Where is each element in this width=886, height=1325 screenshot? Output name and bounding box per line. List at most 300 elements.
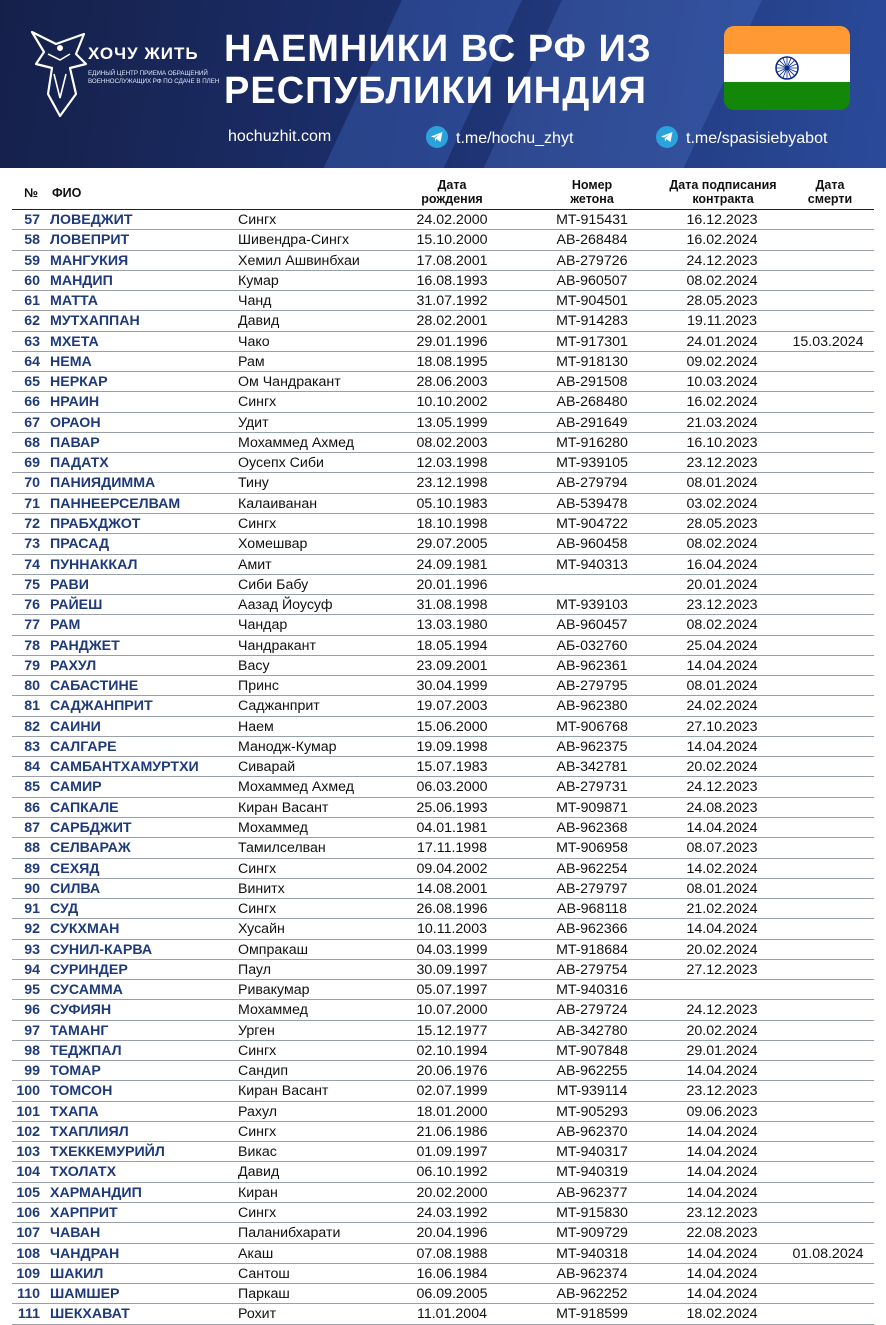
row-number: 72 bbox=[24, 515, 40, 532]
row-number: 59 bbox=[24, 252, 40, 269]
row-number: 62 bbox=[24, 313, 40, 330]
row-token-number: MT-905293 bbox=[556, 1103, 628, 1120]
table-row bbox=[12, 717, 874, 737]
row-contract-date: 14.04.2024 bbox=[686, 738, 758, 755]
row-number: 106 bbox=[16, 1205, 40, 1222]
row-token-number: AB-279795 bbox=[556, 678, 628, 695]
table-row bbox=[12, 838, 874, 858]
row-birth-date: 21.06.1986 bbox=[416, 1123, 488, 1140]
row-surname: МУТХАППАН bbox=[50, 313, 140, 330]
row-surname: ШЕКХАВАТ bbox=[50, 1306, 130, 1323]
row-token-number: AB-962377 bbox=[556, 1184, 628, 1201]
row-given-name: Паланибхарати bbox=[238, 1225, 341, 1242]
row-contract-date: 08.01.2024 bbox=[686, 475, 758, 492]
row-given-name: Кумар bbox=[238, 272, 279, 289]
row-given-name: Наем bbox=[238, 718, 274, 735]
row-birth-date: 17.08.2001 bbox=[416, 252, 488, 269]
row-number: 81 bbox=[24, 698, 40, 715]
table-row bbox=[12, 1223, 874, 1243]
row-number: 84 bbox=[24, 759, 40, 776]
row-number: 97 bbox=[24, 1022, 40, 1039]
row-given-name: Киран Васант bbox=[238, 799, 329, 816]
table-row bbox=[12, 433, 874, 453]
row-contract-date: 23.12.2023 bbox=[686, 1083, 758, 1100]
row-surname: НЕРКАР bbox=[50, 374, 108, 391]
row-token-number: AB-268484 bbox=[556, 232, 628, 249]
row-number: 89 bbox=[24, 860, 40, 877]
row-contract-date: 14.02.2024 bbox=[686, 860, 758, 877]
header-contract: Дата подписания контракта bbox=[669, 178, 777, 206]
row-surname: РАНДЖЕТ bbox=[50, 637, 120, 654]
table-row bbox=[12, 1264, 874, 1284]
row-given-name: Сиварай bbox=[238, 759, 296, 776]
telegram-link-1-text: t.me/hochu_zhyt bbox=[456, 130, 574, 148]
table-row bbox=[12, 1203, 874, 1223]
row-surname: ТХЕККЕМУРИЙЛ bbox=[50, 1144, 165, 1161]
row-given-name: Сингх bbox=[238, 1205, 277, 1222]
row-token-number: AB-962252 bbox=[556, 1286, 628, 1303]
row-contract-date: 20.01.2024 bbox=[686, 576, 758, 593]
row-contract-date: 28.05.2023 bbox=[686, 293, 758, 310]
row-number: 76 bbox=[24, 597, 40, 614]
row-contract-date: 29.01.2024 bbox=[686, 1042, 758, 1059]
row-surname: ПРАСАД bbox=[50, 536, 110, 553]
row-surname: ШАМШЕР bbox=[50, 1286, 120, 1303]
row-surname: САМИР bbox=[50, 779, 102, 796]
row-birth-date: 10.11.2003 bbox=[417, 921, 487, 938]
row-token-number: AB-342780 bbox=[556, 1022, 628, 1039]
row-token-number: AB-962255 bbox=[556, 1063, 628, 1080]
row-birth-date: 17.11.1998 bbox=[417, 840, 487, 857]
row-number: 66 bbox=[24, 394, 40, 411]
row-given-name: Рахул bbox=[238, 1103, 278, 1120]
row-surname: САМБАНТХАМУРТХИ bbox=[50, 759, 199, 776]
row-birth-date: 05.10.1983 bbox=[416, 495, 488, 512]
row-number: 71 bbox=[24, 495, 40, 512]
row-contract-date: 24.12.2023 bbox=[686, 252, 758, 269]
row-surname: САПКАЛЕ bbox=[50, 799, 119, 816]
header-num: № bbox=[24, 186, 38, 200]
telegram-link-2-text: t.me/spasisiebyabot bbox=[686, 130, 828, 148]
row-given-name: Сандип bbox=[238, 1063, 289, 1080]
row-given-name: Винитх bbox=[238, 880, 285, 897]
page-title bbox=[224, 28, 652, 112]
row-given-name: Сиби Бабу bbox=[238, 576, 309, 593]
row-number: 91 bbox=[24, 901, 40, 918]
row-token-number: MT-940313 bbox=[556, 556, 628, 573]
table-row bbox=[12, 696, 874, 716]
table-row bbox=[12, 1000, 874, 1020]
row-surname: ПАНИЯДИММА bbox=[50, 475, 156, 492]
row-number: 68 bbox=[24, 434, 40, 451]
row-given-name: Рам bbox=[238, 353, 265, 370]
row-surname: САРБДЖИТ bbox=[50, 819, 132, 836]
row-birth-date: 09.04.2002 bbox=[416, 860, 488, 877]
title-line-2: РЕСПУБЛИКИ ИНДИЯ bbox=[224, 70, 647, 112]
row-surname: РАХУЛ bbox=[50, 657, 97, 674]
row-surname: САБАСТИНЕ bbox=[50, 678, 139, 695]
table-row bbox=[12, 818, 874, 838]
row-contract-date: 09.06.2023 bbox=[686, 1103, 758, 1120]
row-token-number: AB-962366 bbox=[556, 921, 628, 938]
row-surname: СЕХЯД bbox=[50, 860, 100, 877]
row-contract-date: 24.08.2023 bbox=[686, 799, 758, 816]
row-given-name: Давид bbox=[238, 313, 280, 330]
table-row bbox=[12, 1183, 874, 1203]
row-token-number: MT-907848 bbox=[556, 1042, 628, 1059]
row-birth-date: 04.01.1981 bbox=[416, 819, 488, 836]
row-contract-date: 14.04.2024 bbox=[686, 1265, 758, 1282]
row-token-number: MT-904722 bbox=[556, 515, 628, 532]
row-given-name: Чандар bbox=[238, 617, 288, 634]
row-birth-date: 18.10.1998 bbox=[416, 515, 488, 532]
table-row bbox=[12, 494, 874, 514]
row-surname: СИЛВА bbox=[50, 880, 101, 897]
row-contract-date: 18.02.2024 bbox=[686, 1306, 758, 1323]
row-given-name: Урген bbox=[238, 1022, 275, 1039]
row-token-number: AB-291508 bbox=[556, 374, 628, 391]
row-birth-date: 26.08.1996 bbox=[416, 901, 488, 918]
table-row bbox=[12, 311, 874, 331]
row-contract-date: 24.02.2024 bbox=[686, 698, 758, 715]
row-token-number: MT-940316 bbox=[556, 982, 628, 999]
row-birth-date: 16.06.1984 bbox=[416, 1265, 488, 1282]
row-given-name: Принс bbox=[238, 678, 279, 695]
row-contract-date: 14.04.2024 bbox=[686, 1164, 758, 1181]
row-birth-date: 24.02.2000 bbox=[416, 212, 488, 228]
row-birth-date: 15.06.2000 bbox=[416, 718, 488, 735]
row-number: 92 bbox=[24, 921, 40, 938]
row-contract-date: 09.02.2024 bbox=[686, 353, 758, 370]
row-token-number: AB-960458 bbox=[556, 536, 628, 553]
flag-green-band bbox=[724, 82, 850, 110]
row-birth-date: 06.09.2005 bbox=[416, 1286, 488, 1303]
row-given-name: Мохаммед bbox=[238, 1002, 308, 1019]
table-row bbox=[12, 1142, 874, 1162]
row-token-number: MT-940318 bbox=[556, 1245, 628, 1262]
row-contract-date: 08.01.2024 bbox=[686, 880, 758, 897]
row-given-name: Сантош bbox=[238, 1265, 290, 1282]
row-given-name: Аазад Йоусуф bbox=[238, 597, 333, 614]
row-token-number: MT-914283 bbox=[556, 313, 628, 330]
row-token-number: MT-917301 bbox=[556, 333, 628, 350]
row-surname: ОРАОН bbox=[50, 414, 101, 431]
row-given-name: Хемил Ашвинбхаи bbox=[238, 252, 360, 269]
row-number: 57 bbox=[24, 212, 40, 228]
row-number: 107 bbox=[16, 1225, 40, 1242]
row-surname: ТХАПА bbox=[50, 1103, 99, 1120]
row-given-name: Мохаммед bbox=[238, 819, 308, 836]
row-contract-date: 20.02.2024 bbox=[686, 941, 758, 958]
row-birth-date: 16.08.1993 bbox=[416, 272, 488, 289]
telegram-icon bbox=[426, 126, 448, 148]
row-number: 70 bbox=[24, 475, 40, 492]
row-number: 63 bbox=[24, 333, 40, 350]
table-row bbox=[12, 919, 874, 939]
row-number: 83 bbox=[24, 738, 40, 755]
row-given-name: Киран Васант bbox=[238, 1083, 329, 1100]
brand-name: ХОЧУ ЖИТЬ bbox=[88, 44, 199, 63]
table-row bbox=[12, 757, 874, 777]
row-number: 67 bbox=[24, 414, 40, 431]
row-birth-date: 25.06.1993 bbox=[416, 799, 488, 816]
table-row bbox=[12, 210, 874, 230]
row-number: 75 bbox=[24, 576, 40, 593]
row-contract-date: 27.10.2023 bbox=[686, 718, 758, 735]
row-token-number: MT-916280 bbox=[556, 434, 628, 451]
row-token-number: MT-940317 bbox=[556, 1144, 628, 1161]
row-surname: ТХОЛАТХ bbox=[50, 1164, 117, 1181]
row-token-number: AB-962254 bbox=[556, 860, 628, 877]
row-birth-date: 29.07.2005 bbox=[416, 536, 488, 553]
row-surname: МХЕТА bbox=[50, 333, 99, 350]
row-birth-date: 13.05.1999 bbox=[416, 414, 488, 431]
row-given-name: Паул bbox=[238, 961, 271, 978]
row-given-name: Амит bbox=[238, 556, 272, 573]
row-birth-date: 02.07.1999 bbox=[416, 1083, 488, 1100]
header-banner bbox=[0, 0, 886, 168]
row-token-number: MT-939114 bbox=[556, 1083, 628, 1100]
row-token-number: AB-962368 bbox=[556, 819, 628, 836]
row-number: 90 bbox=[24, 880, 40, 897]
row-birth-date: 13.03.1980 bbox=[416, 617, 488, 634]
row-number: 58 bbox=[24, 232, 40, 249]
table-row bbox=[12, 392, 874, 412]
row-contract-date: 14.04.2024 bbox=[686, 657, 758, 674]
table-row bbox=[12, 514, 874, 534]
row-given-name: Оусепх Сиби bbox=[238, 455, 324, 472]
row-birth-date: 20.04.1996 bbox=[416, 1225, 488, 1242]
row-token-number: AB-962380 bbox=[556, 698, 628, 715]
row-number: 85 bbox=[24, 779, 40, 796]
row-number: 108 bbox=[16, 1245, 40, 1262]
row-number: 111 bbox=[17, 1306, 40, 1323]
row-number: 87 bbox=[24, 819, 40, 836]
row-birth-date: 19.09.1998 bbox=[416, 738, 488, 755]
row-birth-date: 23.12.1998 bbox=[416, 475, 488, 492]
row-birth-date: 10.07.2000 bbox=[416, 1002, 488, 1019]
table-row bbox=[12, 595, 874, 615]
row-number: 77 bbox=[24, 617, 40, 634]
row-surname: ЧАВАН bbox=[50, 1225, 101, 1242]
bird-emblem-icon bbox=[26, 24, 90, 124]
row-contract-date: 08.01.2024 bbox=[686, 678, 758, 695]
row-contract-date: 20.02.2024 bbox=[686, 759, 758, 776]
row-contract-date: 14.04.2024 bbox=[686, 1245, 758, 1262]
row-surname: САДЖАНПРИТ bbox=[50, 698, 153, 715]
row-birth-date: 10.10.2002 bbox=[416, 394, 488, 411]
table-row bbox=[12, 555, 874, 575]
row-surname: САИНИ bbox=[50, 718, 101, 735]
row-birth-date: 24.03.1992 bbox=[416, 1205, 488, 1222]
row-birth-date: 15.07.1983 bbox=[416, 759, 488, 776]
row-surname: ТЕДЖПАЛ bbox=[50, 1042, 122, 1059]
table-row bbox=[12, 332, 874, 352]
row-given-name: Киран bbox=[238, 1184, 278, 1201]
row-given-name: Мохаммед Ахмед bbox=[238, 434, 355, 451]
row-number: 105 bbox=[16, 1184, 40, 1201]
row-birth-date: 19.07.2003 bbox=[416, 698, 488, 715]
row-given-name: Сингх bbox=[238, 860, 277, 877]
row-surname: ТХАПЛИЯЛ bbox=[50, 1123, 129, 1140]
row-surname: НРАИН bbox=[50, 394, 100, 411]
row-given-name: Давид bbox=[238, 1164, 280, 1181]
row-contract-date: 16.02.2024 bbox=[686, 394, 758, 411]
row-token-number: MT-918130 bbox=[556, 353, 628, 370]
row-token-number: AB-279797 bbox=[556, 880, 628, 897]
header-death: Дата смерти bbox=[807, 178, 853, 206]
table-row bbox=[12, 251, 874, 271]
row-number: 93 bbox=[24, 941, 40, 958]
table-row bbox=[12, 940, 874, 960]
table-row bbox=[12, 1061, 874, 1081]
row-number: 78 bbox=[24, 637, 40, 654]
table-row bbox=[12, 372, 874, 392]
row-given-name: Тину bbox=[238, 475, 269, 492]
row-given-name: Чако bbox=[238, 333, 270, 350]
row-token-number: MT-909871 bbox=[556, 799, 628, 816]
row-contract-date: 22.08.2023 bbox=[686, 1225, 758, 1242]
table-row bbox=[12, 1102, 874, 1122]
row-birth-date: 20.01.1996 bbox=[416, 576, 488, 593]
row-contract-date: 16.10.2023 bbox=[686, 434, 758, 451]
table-row bbox=[12, 636, 874, 656]
table-row bbox=[12, 1284, 874, 1304]
row-surname: СУРИНДЕР bbox=[50, 961, 128, 978]
row-token-number: MT-918684 bbox=[556, 941, 628, 958]
row-contract-date: 23.12.2023 bbox=[686, 455, 758, 472]
row-given-name: Мохаммед Ахмед bbox=[238, 779, 355, 796]
table-header bbox=[12, 176, 874, 210]
row-birth-date: 30.09.1997 bbox=[416, 961, 488, 978]
flag-white-band bbox=[724, 54, 850, 82]
table-row bbox=[12, 1304, 874, 1324]
row-contract-date: 08.07.2023 bbox=[686, 840, 758, 857]
row-given-name: Викас bbox=[238, 1144, 277, 1161]
table-row bbox=[12, 473, 874, 493]
row-contract-date: 14.04.2024 bbox=[686, 1144, 758, 1161]
row-contract-date: 21.03.2024 bbox=[686, 414, 758, 431]
row-birth-date: 02.10.1994 bbox=[416, 1042, 488, 1059]
row-given-name: Удит bbox=[238, 414, 269, 431]
row-birth-date: 15.12.1977 bbox=[416, 1022, 488, 1039]
telegram-link-2[interactable] bbox=[656, 128, 827, 150]
row-birth-date: 14.08.2001 bbox=[416, 880, 488, 897]
row-surname: ПРАБХДЖОТ bbox=[50, 515, 141, 532]
table-row bbox=[12, 676, 874, 696]
table-row bbox=[12, 352, 874, 372]
row-number: 60 bbox=[24, 272, 40, 289]
row-given-name: Сингх bbox=[238, 1042, 277, 1059]
row-surname: СЕЛВАРАЖ bbox=[50, 840, 131, 857]
row-token-number: MT-909729 bbox=[556, 1225, 628, 1242]
row-contract-date: 24.12.2023 bbox=[686, 1002, 758, 1019]
row-contract-date: 24.01.2024 bbox=[686, 333, 758, 350]
row-surname: ПАВАР bbox=[50, 434, 100, 451]
table-row bbox=[12, 859, 874, 879]
row-contract-date: 23.12.2023 bbox=[686, 597, 758, 614]
row-token-number: AБ-032760 bbox=[556, 637, 628, 654]
row-given-name: Калаиванан bbox=[238, 495, 318, 512]
row-birth-date: 28.02.2001 bbox=[416, 313, 488, 330]
row-surname: ТАМАНГ bbox=[50, 1022, 109, 1039]
website-link[interactable]: hochuzhit.com bbox=[228, 128, 332, 145]
row-birth-date: 12.03.1998 bbox=[416, 455, 488, 472]
table-row bbox=[12, 575, 874, 595]
title-line-1: НАЕМНИКИ ВС РФ ИЗ bbox=[224, 28, 652, 70]
table-row bbox=[12, 1122, 874, 1142]
row-surname: СУНИЛ-КАРВА bbox=[50, 941, 153, 958]
row-birth-date: 08.02.2003 bbox=[416, 434, 488, 451]
row-given-name: Сингх bbox=[238, 394, 277, 411]
row-token-number: MT-939103 bbox=[556, 597, 628, 614]
header-fio: ФИО bbox=[52, 186, 82, 200]
row-birth-date: 07.08.1988 bbox=[416, 1245, 488, 1262]
row-given-name: Паркаш bbox=[238, 1286, 290, 1303]
row-token-number: AB-279794 bbox=[556, 475, 628, 492]
flag-saffron-band bbox=[724, 26, 850, 54]
row-token-number: AB-291649 bbox=[556, 414, 628, 431]
row-number: 80 bbox=[24, 678, 40, 695]
table-row bbox=[12, 1021, 874, 1041]
row-number: 100 bbox=[16, 1083, 40, 1100]
telegram-icon bbox=[656, 126, 678, 148]
row-birth-date: 30.04.1999 bbox=[416, 678, 488, 695]
row-contract-date: 19.11.2023 bbox=[687, 313, 757, 330]
india-flag-icon bbox=[724, 26, 850, 110]
row-given-name: Ривакумар bbox=[238, 982, 310, 999]
table-row bbox=[12, 899, 874, 919]
table-row bbox=[12, 230, 874, 250]
row-token-number: AB-962374 bbox=[556, 1265, 628, 1282]
row-given-name: Хусайн bbox=[238, 921, 285, 938]
row-given-name: Сингх bbox=[238, 515, 277, 532]
row-number: 110 bbox=[17, 1286, 40, 1303]
row-birth-date: 29.01.1996 bbox=[416, 333, 488, 350]
table-row bbox=[12, 879, 874, 899]
row-number: 109 bbox=[16, 1265, 40, 1282]
row-surname: ХАРМАНДИП bbox=[50, 1184, 142, 1201]
table-row bbox=[12, 798, 874, 818]
row-number: 102 bbox=[16, 1123, 40, 1140]
row-birth-date: 15.10.2000 bbox=[416, 232, 488, 249]
row-contract-date: 14.04.2024 bbox=[686, 1286, 758, 1303]
header-birth: Дата рождения bbox=[421, 178, 483, 206]
row-contract-date: 21.02.2024 bbox=[686, 901, 758, 918]
row-token-number: AB-962361 bbox=[556, 657, 628, 674]
row-token-number: AB-968118 bbox=[557, 901, 627, 918]
row-contract-date: 24.12.2023 bbox=[686, 779, 758, 796]
row-given-name: Хомешвар bbox=[238, 536, 308, 553]
header-token: Номер жетона bbox=[570, 178, 614, 206]
row-surname: САЛГАРЕ bbox=[50, 738, 117, 755]
row-surname: МАНДИП bbox=[50, 272, 113, 289]
row-surname: ЛОВЕПРИТ bbox=[50, 232, 130, 249]
table-row bbox=[12, 980, 874, 1000]
row-given-name: Чандракант bbox=[238, 637, 316, 654]
row-contract-date: 23.12.2023 bbox=[686, 1205, 758, 1222]
row-surname: ХАРПРИТ bbox=[50, 1205, 118, 1222]
row-birth-date: 18.05.1994 bbox=[416, 637, 488, 654]
row-contract-date: 20.02.2024 bbox=[686, 1022, 758, 1039]
row-number: 94 bbox=[24, 961, 40, 978]
row-number: 95 bbox=[24, 982, 40, 999]
row-token-number: MT-904501 bbox=[556, 293, 628, 310]
table-row bbox=[12, 1244, 874, 1264]
row-number: 103 bbox=[16, 1144, 40, 1161]
telegram-link-1[interactable] bbox=[426, 128, 573, 150]
row-birth-date: 04.03.1999 bbox=[416, 941, 488, 958]
